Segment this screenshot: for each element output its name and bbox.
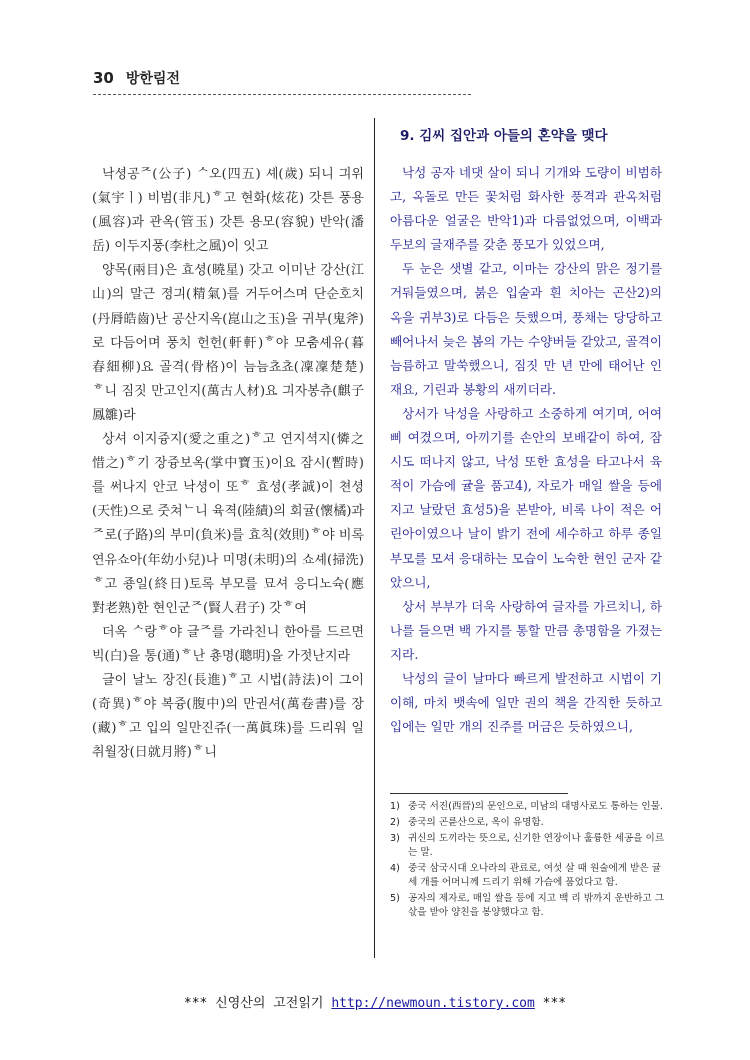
translation-paragraph: 두 눈은 샛별 같고, 이마는 강산의 맑은 정기를 거둬들였으며, 붉은 입술과 흰 치아는 곤산2)의 옥을 귀부3)로 다듬은 듯했으며, 풍채는 당당하고 빼어나서 늦은 봄의 가는 수양버들 같았고, 골격이 늠름하고 말쑥했으니, 짐짓 만 년 만에 태어난 인재요, 기린과 봉황의 새끼더라. bbox=[390, 261, 662, 397]
section-title: 9. 김씨 집안과 아들의 혼약을 맺다 bbox=[400, 128, 608, 144]
translation-paragraph: 상서 부부가 더욱 사랑하여 글자를 가르치니, 하나를 들으면 백 가지를 통할 만큼 총명함을 가졌는지라. bbox=[390, 598, 662, 662]
footer-prefix: *** 신영산의 고전읽기 bbox=[183, 996, 332, 1011]
footnote-text: 중국 서진(西晉)의 문인으로, 미남의 대명사로도 통하는 인물. bbox=[408, 801, 663, 812]
translation-paragraph: 낙성 공자 네댓 살이 되니 기개와 도량이 비범하고, 옥돌로 만든 꽃처럼 화사한 풍격과 관옥처럼 아름다운 얼굴은 반악1)과 다름없었으며, 이백과 두보의 글재주를 갖춘 풍모가 있었으며, bbox=[390, 165, 662, 253]
translation-paragraph: 상서가 낙성을 사랑하고 소중하게 여기며, 어여삐 여겼으며, 아끼기를 손안의 보배같이 하여, 잠시도 떠나지 않고, 낙성 또한 효성을 타고나서 육적이 가슴에 귤을 품고4), 자로가 매일 쌀을 등에 지고 날랐던 효성5)을 본받아, 비록 나이 적은 어린아이였으나 날이 밝기 전에 세수하고 하루 종일 부모를 모셔 응대하는 모습이 노숙한 현인 군자 같았으니, bbox=[390, 405, 662, 590]
footer-suffix: *** bbox=[534, 996, 567, 1011]
footnote-item bbox=[390, 892, 665, 920]
footnote-number: 2) bbox=[390, 817, 400, 828]
translation-paragraph: 낙성의 글이 날마다 빠르게 발전하고 시법이 기이해, 마치 뱃속에 일만 권의 책을 간직한 듯하고 입에는 일만 개의 진주를 머금은 듯하였으니, bbox=[390, 670, 662, 735]
original-paragraph: 양목(兩目)은 효셩(曉星) 갓고 이미난 강산(江山)의 말근 졍긔(精氣)를 거두어스며 단순호치(丹脣皓齒)난 공산지옥(崑山之玉)을 귀부(鬼斧)로 다듬어며 풍치 헌헌(軒軒)ᄒ야 모춤셰유(暮春細柳)요 골격(骨格)이 늠늠쵸쵸(凜凜楚楚)ᄒ니 짐짓 만고인지(萬古人材)요 긔자봉츄(麒子鳳雛)라 bbox=[92, 263, 364, 423]
footnote-number: 5) bbox=[390, 893, 400, 904]
footnote-text: 중국 삼국시대 오나라의 관료로, 여섯 살 때 원술에게 받은 귤 세 개를 어머니께 드리기 위해 가슴에 품었다고 함. bbox=[408, 863, 661, 888]
footnote-number: 3) bbox=[390, 833, 400, 844]
column-divider bbox=[374, 118, 375, 958]
footnote-item bbox=[390, 800, 665, 814]
original-paragraph: 상셔 이지즁지(愛之重之)ᄒ고 연지셕지(憐之惜之)ᄒ기 장즁보옥(掌中寶玉)이요 잠시(暫時)를 써나지 안코 낙셩이 또ᄒ 효셩(孝誠)이 쳔셩(天性)으로 줏쳐ᄂ니 육젹(陸績)의 회귤(懷橘)과 ᄌ로(子路)의 부미(負米)를 효칙(效則)ᄒ야 비록 연유쇼아(年幼小兒)나 미명(未明)의 쇼셰(掃洗)ᄒ고 죵일(終日)토록 부모를 묘셔 응디노슉(應對老熟)한 현인군ᄌ(賢人君子) 갓ᄒ여 bbox=[92, 432, 364, 616]
footnotes bbox=[390, 800, 665, 922]
footnote-rule bbox=[390, 793, 568, 794]
page-number: 30 bbox=[93, 69, 114, 87]
footnote-number: 4) bbox=[390, 863, 400, 874]
footnote-item bbox=[390, 816, 665, 830]
original-paragraph: 글이 날노 장진(長進)ᄒ고 시법(詩法)이 그이(奇異)ᄒ야 복즁(腹中)의 만권셔(萬卷書)를 장(藏)ᄒ고 입의 일만진쥬(一萬眞珠)를 드리워 일취월장(日就月將)ᄒ니 bbox=[92, 672, 364, 761]
original-text-column bbox=[92, 163, 364, 765]
footnote-number: 1) bbox=[390, 801, 400, 812]
header-dashed-rule bbox=[93, 94, 471, 95]
footnote-text: 공자의 제자로, 매일 쌀을 등에 지고 백 리 밖까지 운반하고 그 삯을 받아 양친을 봉양했다고 함. bbox=[408, 893, 664, 918]
blog-link[interactable]: http://newmoun.tistory.com bbox=[331, 996, 535, 1011]
translation-column bbox=[390, 161, 662, 739]
footnote-text: 중국의 곤륜산으로, 옥이 유명함. bbox=[408, 817, 544, 828]
header-line bbox=[93, 68, 473, 88]
original-paragraph: 낙셩공ᄌ(公子) ᄉ오(四五) 셰(歲) 되니 긔위(氣宇ㅣ) 비범(非凡)ᄒ고 현화(炫花) 갓튼 풍용(風容)과 관옥(管玉) 갓튼 용모(容貌) 반악(潘岳) 이두지풍(李杜之風)이 잇고 bbox=[92, 167, 364, 255]
page-header bbox=[93, 68, 473, 95]
running-title: 방한림전 bbox=[125, 71, 180, 87]
footnote-item bbox=[390, 832, 665, 860]
footnote-item bbox=[390, 862, 665, 890]
footnote-text: 귀신의 도끼라는 뜻으로, 신기한 연장이나 훌륭한 세공을 이르는 말. bbox=[408, 833, 665, 858]
original-paragraph: 더옥 ᄉ랑ᄒ야 글ᄌ를 가라친니 한아를 드르면 빅(白)을 통(通)ᄒ난 춍명(聰明)을 가젓난지라 bbox=[92, 624, 364, 664]
page-footer bbox=[0, 992, 750, 1011]
